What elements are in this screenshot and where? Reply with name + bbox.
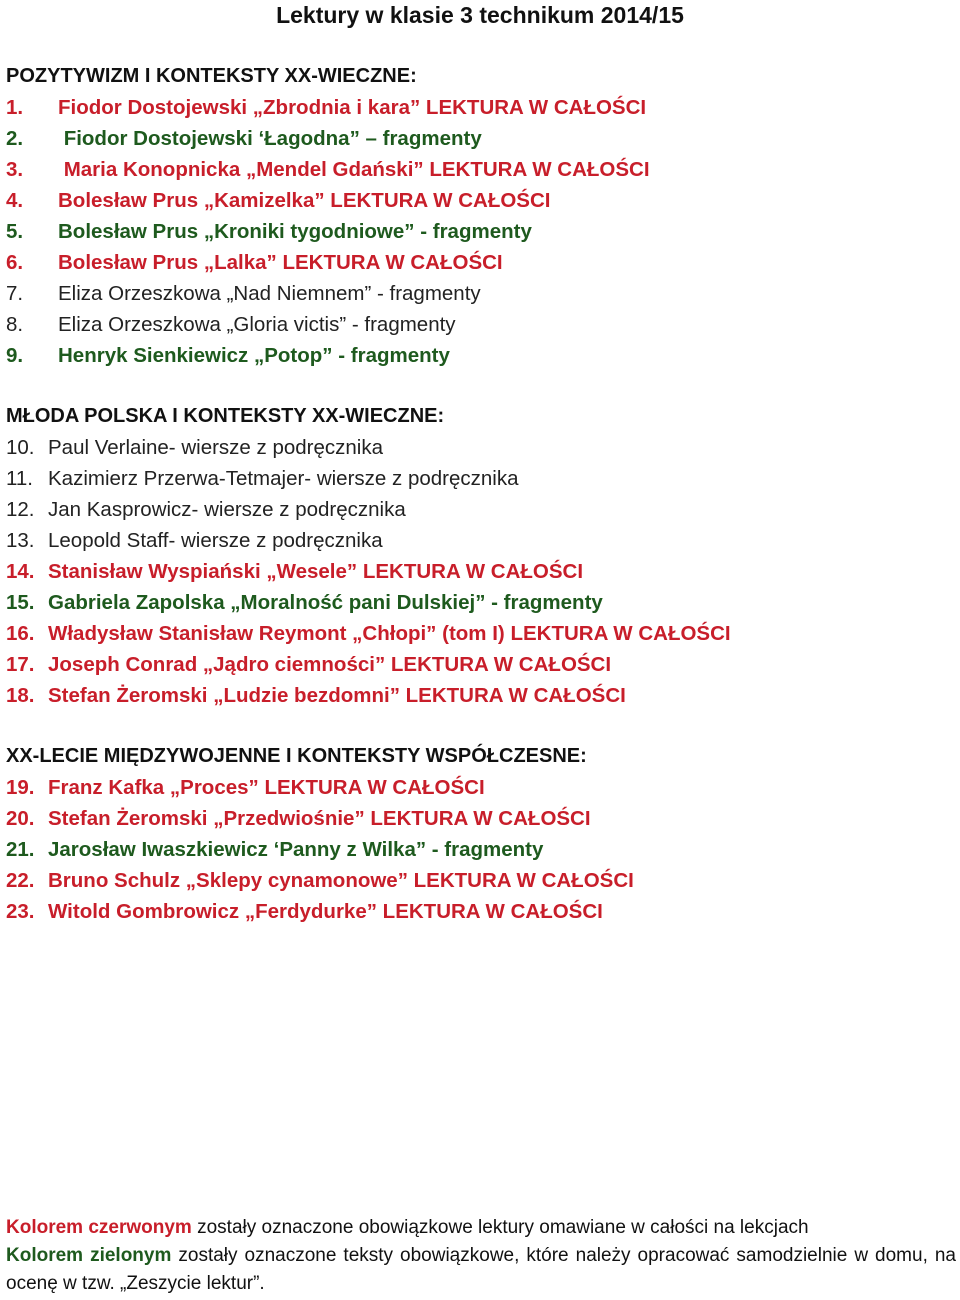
list-item: 2. Fiodor Dostojewski ‘Łagodna” – fragmenty <box>6 127 482 150</box>
legend-red-text: zostały oznaczone obowiązkowe lektury omawiane w całości na lekcjach <box>191 1217 809 1238</box>
section-heading-pozytywizm: POZYTYWIZM I KONTEKSTY XX-WIECZNE: <box>6 65 417 87</box>
list-item: 21. Jarosław Iwaszkiewicz ‘Panny z Wilka” - fragmenty <box>6 838 544 861</box>
list-item: 19. Franz Kafka „Proces” LEKTURA W CAŁOŚCI <box>6 776 485 799</box>
list-item: 23. Witold Gombrowicz „Ferdydurke” LEKTURA W CAŁOŚCI <box>6 900 603 923</box>
list-item: 10. Paul Verlaine- wiersze z podręcznika <box>6 436 383 459</box>
page-title: Lektury w klasie 3 technikum 2014/15 <box>276 2 684 28</box>
section-heading-mloda-polska: MŁODA POLSKA I KONTEKSTY XX-WIECZNE: <box>6 405 445 427</box>
list-item: 14. Stanisław Wyspiański „Wesele” LEKTURA W CAŁOŚCI <box>6 560 584 583</box>
list-item: 11. Kazimierz Przerwa-Tetmajer- wiersze z podręcznika <box>6 467 519 490</box>
legend-green-key: Kolorem zielonym <box>6 1245 172 1266</box>
list-item: 4. Bolesław Prus „Kamizelka” LEKTURA W CAŁOŚCI <box>6 189 551 212</box>
list-item: 1. Fiodor Dostojewski „Zbrodnia i kara” LEKTURA W CAŁOŚCI <box>6 96 647 119</box>
list-item: 9. Henryk Sienkiewicz „Potop” - fragmenty <box>6 344 450 367</box>
legend-green <box>6 1242 956 1298</box>
list-item: 22. Bruno Schulz „Sklepy cynamonowe” LEKTURA W CAŁOŚCI <box>6 869 634 892</box>
list-item: 15. Gabriela Zapolska „Moralność pani Dulskiej” - fragmenty <box>6 591 603 614</box>
list-item: 3. Maria Konopnicka „Mendel Gdański” LEKTURA W CAŁOŚCI <box>6 158 650 181</box>
section-heading-xx-lecie: XX-LECIE MIĘDZYWOJENNE I KONTEKSTY WSPÓŁCZESNE: <box>6 745 587 767</box>
list-item: 20. Stefan Żeromski „Przedwiośnie” LEKTURA W CAŁOŚCI <box>6 807 591 830</box>
list-item: 16. Władysław Stanisław Reymont „Chłopi” (tom I) LEKTURA W CAŁOŚCI <box>6 622 731 645</box>
legend-red <box>6 1214 956 1242</box>
list-item: 17. Joseph Conrad „Jądro ciemności” LEKTURA W CAŁOŚCI <box>6 653 612 676</box>
list-item: 13. Leopold Staff- wiersze z podręcznika <box>6 529 383 552</box>
list-item: 7. Eliza Orzeszkowa „Nad Niemnem” - fragmenty <box>6 282 481 305</box>
list-item: 18. Stefan Żeromski „Ludzie bezdomni” LEKTURA W CAŁOŚCI <box>6 684 626 707</box>
list-item: 12. Jan Kasprowicz- wiersze z podręcznika <box>6 498 406 521</box>
legend-red-key: Kolorem czerwonym <box>6 1217 192 1238</box>
legend-green-text: zostały oznaczone teksty obowiązkowe, które należy opracować samodzielnie w domu, na ocenę w tzw. „Zeszycie lektur”. <box>6 1245 956 1294</box>
list-item: 5. Bolesław Prus „Kroniki tygodniowe” - fragmenty <box>6 220 532 243</box>
list-item: 8. Eliza Orzeszkowa „Gloria victis” - fragmenty <box>6 313 456 336</box>
list-item: 6. Bolesław Prus „Lalka” LEKTURA W CAŁOŚCI <box>6 251 503 274</box>
